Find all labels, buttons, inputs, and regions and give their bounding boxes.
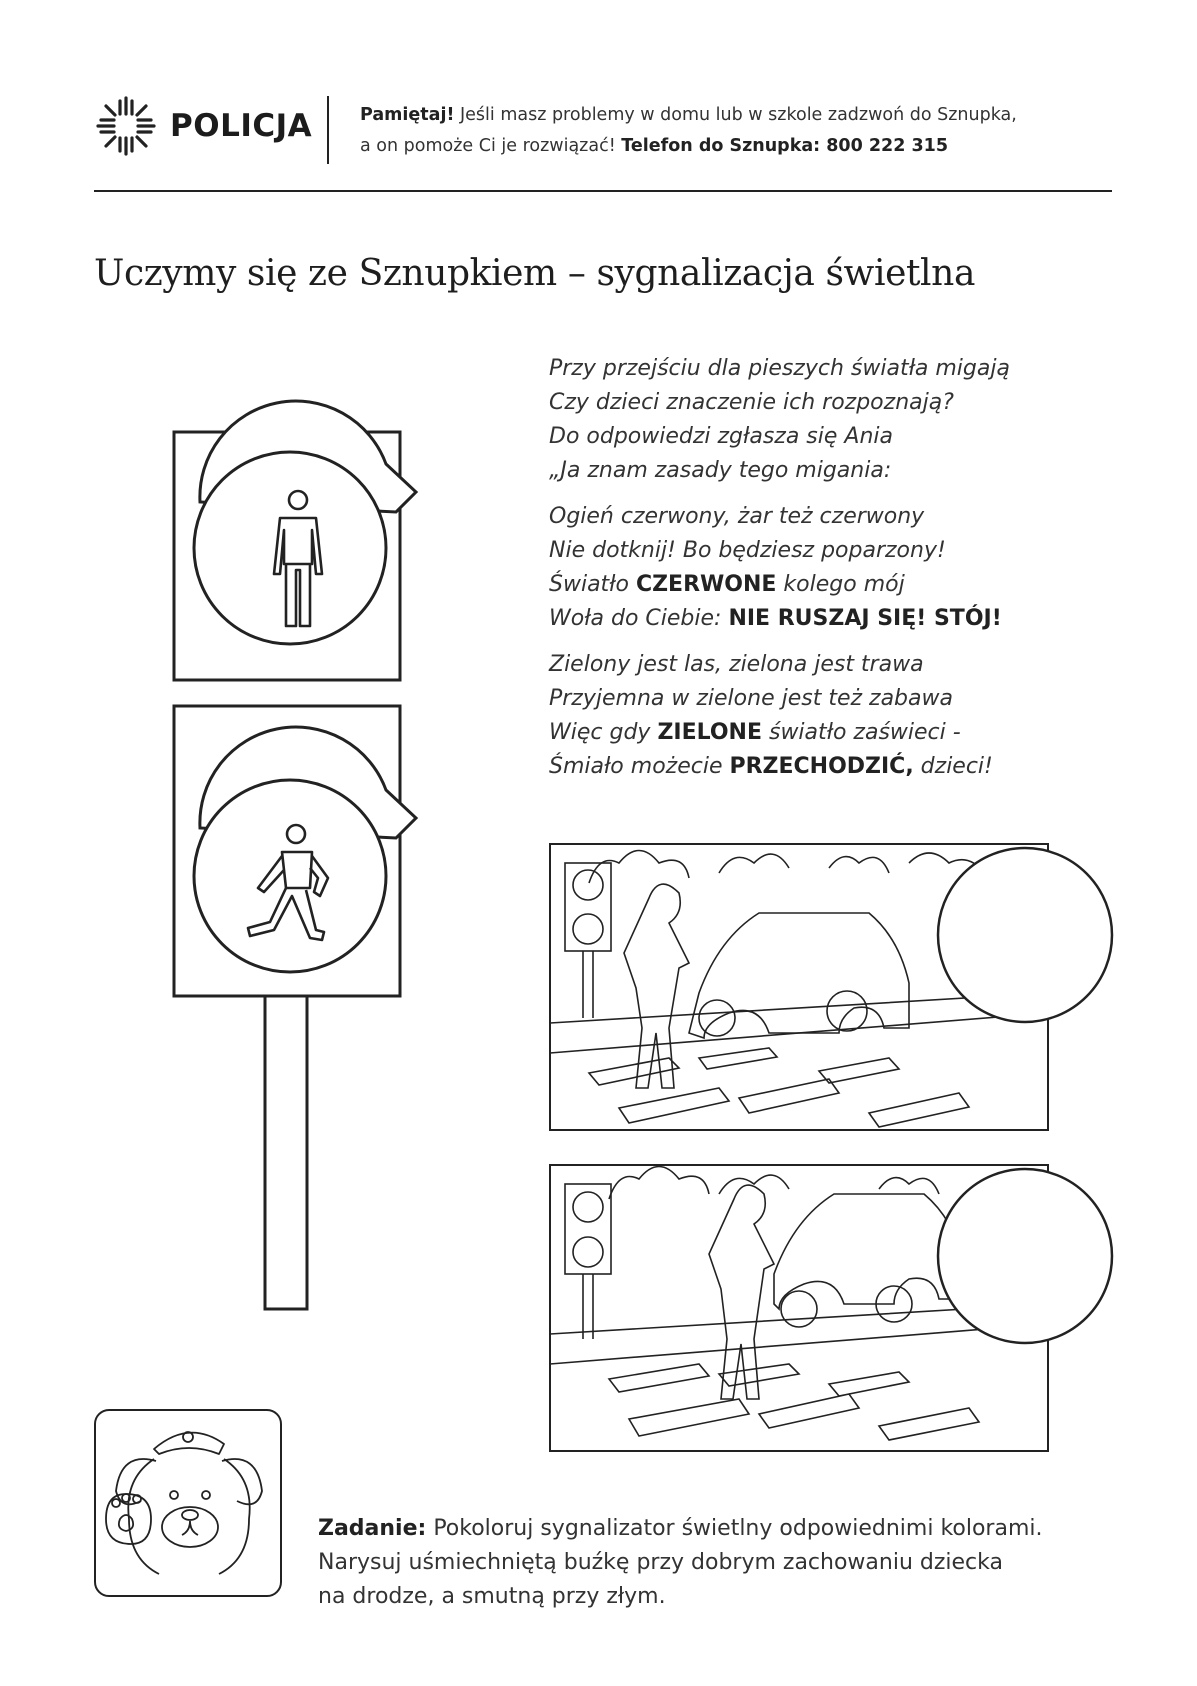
poem-stanza-1 — [549, 352, 1109, 488]
poem-line — [549, 568, 1109, 602]
header-divider — [327, 96, 329, 164]
sznupek-dog-illustration — [94, 1409, 284, 1599]
dog-nose — [182, 1510, 198, 1520]
poem-text: światło zaświeci - — [761, 720, 961, 745]
poem-line: Zielony jest las, zielona jest trawa — [549, 652, 924, 677]
header-line1: Jeśli masz problemy w domu lub w szkole zadzwoń do Sznupka, — [454, 105, 1017, 125]
poem-text: Światło — [549, 572, 636, 597]
police-star-icon — [96, 96, 156, 156]
poem-emphasis-green: ZIELONE — [657, 720, 762, 745]
scene-2-answer-circle[interactable] — [938, 1169, 1112, 1343]
header-line2: a on pomoże Ci je rozwiązać! — [360, 136, 622, 156]
poem — [549, 352, 1109, 796]
poem-emphasis-red: CZERWONE — [635, 572, 777, 597]
poem-text: Śmiało możecie — [549, 754, 730, 779]
signal-pole — [265, 996, 307, 1309]
poem-text: kolego mój — [776, 572, 905, 597]
task-line-3: na drodze, a smutną przy złym. — [318, 1584, 666, 1609]
poem-text: Woła do Ciebie: — [549, 606, 729, 631]
task-instructions — [318, 1512, 1118, 1614]
header-message — [360, 100, 1017, 162]
poem-line — [549, 602, 1109, 636]
remember-label: Pamiętaj! — [360, 105, 455, 125]
poem-line: Przy przejściu dla pieszych światła migają — [549, 356, 1010, 381]
poem-emphasis-cross: PRZECHODZIĆ, — [729, 754, 914, 779]
red-light-circle — [194, 452, 386, 644]
task-line-1 — [318, 1512, 1118, 1546]
scene-1-answer-circle[interactable] — [938, 848, 1112, 1022]
task-label: Zadanie: — [318, 1516, 427, 1541]
poem-emphasis-stop: NIE RUSZAJ SIĘ! STÓJ! — [728, 606, 1002, 631]
poem-line: Przyjemna w zielone jest też zabawa — [549, 686, 953, 711]
poem-stanza-2 — [549, 500, 1109, 636]
scene-1-child-crossing-on-red — [549, 843, 1109, 1133]
scene-2-child-crossing-on-green — [549, 1164, 1109, 1454]
task-text: Pokoloruj sygnalizator świetlny odpowiednimi kolorami. — [426, 1516, 1043, 1541]
phone-label: Telefon do Sznupka: 800 222 315 — [621, 136, 949, 156]
poem-text: dzieci! — [913, 754, 993, 779]
poem-line: „Ja znam zasady tego migania: — [549, 458, 892, 483]
poem-line — [549, 750, 1109, 784]
poem-text: Więc gdy — [549, 720, 658, 745]
logo-text: POLICJA — [170, 108, 313, 144]
poem-stanza-3 — [549, 648, 1109, 784]
pedestrian-traffic-light-illustration — [170, 388, 430, 1318]
poem-line — [549, 716, 1109, 750]
poem-line: Ogień czerwony, żar też czerwony — [549, 504, 925, 529]
poem-line: Czy dzieci znaczenie ich rozpoznają? — [549, 390, 954, 415]
header-rule — [94, 190, 1112, 192]
page-title: Uczymy się ze Sznupkiem – sygnalizacja świetlna — [94, 253, 976, 294]
task-line-2: Narysuj uśmiechniętą buźkę przy dobrym zachowaniu dziecka — [318, 1550, 1003, 1575]
poem-line: Nie dotknij! Bo będziesz poparzony! — [549, 538, 946, 563]
poem-line: Do odpowiedzi zgłasza się Ania — [549, 424, 893, 449]
green-light-circle — [194, 780, 386, 972]
